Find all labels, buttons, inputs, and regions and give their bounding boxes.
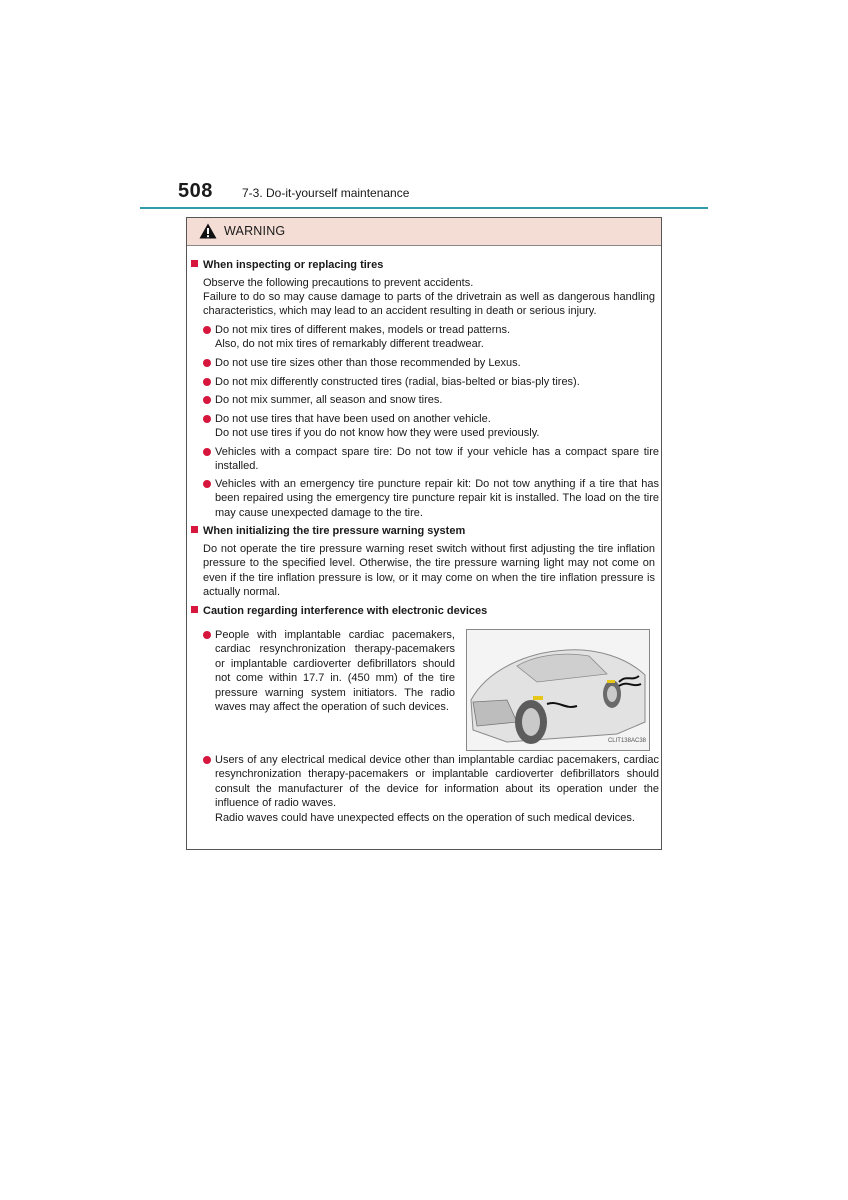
paragraph: Observe the following precautions to prevent accidents. (203, 277, 474, 289)
list-item: Vehicles with a compact spare tire: Do not tow if your vehicle has a compact spare tire installed. (203, 445, 659, 474)
section-heading: Caution regarding interference with electronic devices (191, 604, 487, 618)
tire-pressure-initiator-illustration (466, 629, 650, 751)
image-code: CLIT138AC38 (607, 737, 646, 744)
warning-title: WARNING (224, 224, 286, 238)
page-header (178, 180, 708, 210)
square-bullet-icon (191, 260, 198, 267)
bullet-dot-icon (203, 396, 211, 404)
list-item: Do not use tires that have been used on another vehicle. Do not use tires if you do not know how they were used previously. (203, 412, 659, 441)
bullet-dot-icon (203, 756, 211, 764)
square-bullet-icon (191, 526, 198, 533)
list-item: Do not use tire sizes other than those recommended by Lexus. (203, 356, 659, 370)
bullet-dot-icon (203, 631, 211, 639)
square-bullet-icon (191, 606, 198, 613)
list-item: Users of any electrical medical device other than implantable cardiac pacemakers, cardiac resynchronization therapy-pacemakers or implantable cardioverter defibrillators should consult the manufacturer of the device for information about its operation under the influence of radio waves. Radio waves could have unexpected effects on the operation of such medical devices. (203, 753, 659, 825)
list-item: Do not mix differently constructed tires (radial, bias-belted or bias-ply tires). (203, 375, 659, 389)
paragraph: Do not operate the tire pressure warning reset switch without first adjusting the tire inflation pressure to the specified level. Otherwise, the tire pressure warning light may not come on even if the tire inflation pressure is low, or it may come on when the tire inflation pressure is actually normal. (203, 543, 655, 599)
warning-box (186, 217, 662, 850)
paragraph: Failure to do so may cause damage to parts of the drivetrain as well as dangerous handling characteristics, which may lead to an accident resulting in death or serious injury. (203, 291, 655, 318)
list-item: Do not mix tires of different makes, models or tread patterns. Also, do not mix tires of remarkably different treadwear. (203, 323, 659, 352)
bullet-dot-icon (203, 448, 211, 456)
section-title: 7-3. Do-it-yourself maintenance (242, 186, 410, 200)
warning-header (187, 218, 661, 246)
bullet-dot-icon (203, 326, 211, 334)
header-rule (140, 207, 708, 209)
bullet-dot-icon (203, 415, 211, 423)
page-number: 508 (178, 180, 213, 202)
bullet-dot-icon (203, 480, 211, 488)
bullet-dot-icon (203, 359, 211, 367)
list-item: Vehicles with an emergency tire puncture repair kit: Do not tow anything if a tire that has been repaired using the emergency tire puncture repair kit is installed. The load on the tire may cause unexpected damage to the tire. (203, 477, 659, 520)
list-item: Do not mix summer, all season and snow tires. (203, 393, 659, 407)
section-heading: When initializing the tire pressure warning system (191, 524, 465, 538)
bullet-dot-icon (203, 378, 211, 386)
warning-triangle-icon (199, 223, 217, 239)
car-illustration (467, 630, 649, 750)
section-heading: When inspecting or replacing tires (191, 258, 383, 272)
list-item: People with implantable cardiac pacemakers, cardiac resynchronization therapy-pacemakers or implantable cardioverter defibrillators should not come within 17.7 in. (450 mm) of the tire pressure warning system initiators. The radio waves may affect the operation of such devices. (203, 628, 455, 714)
